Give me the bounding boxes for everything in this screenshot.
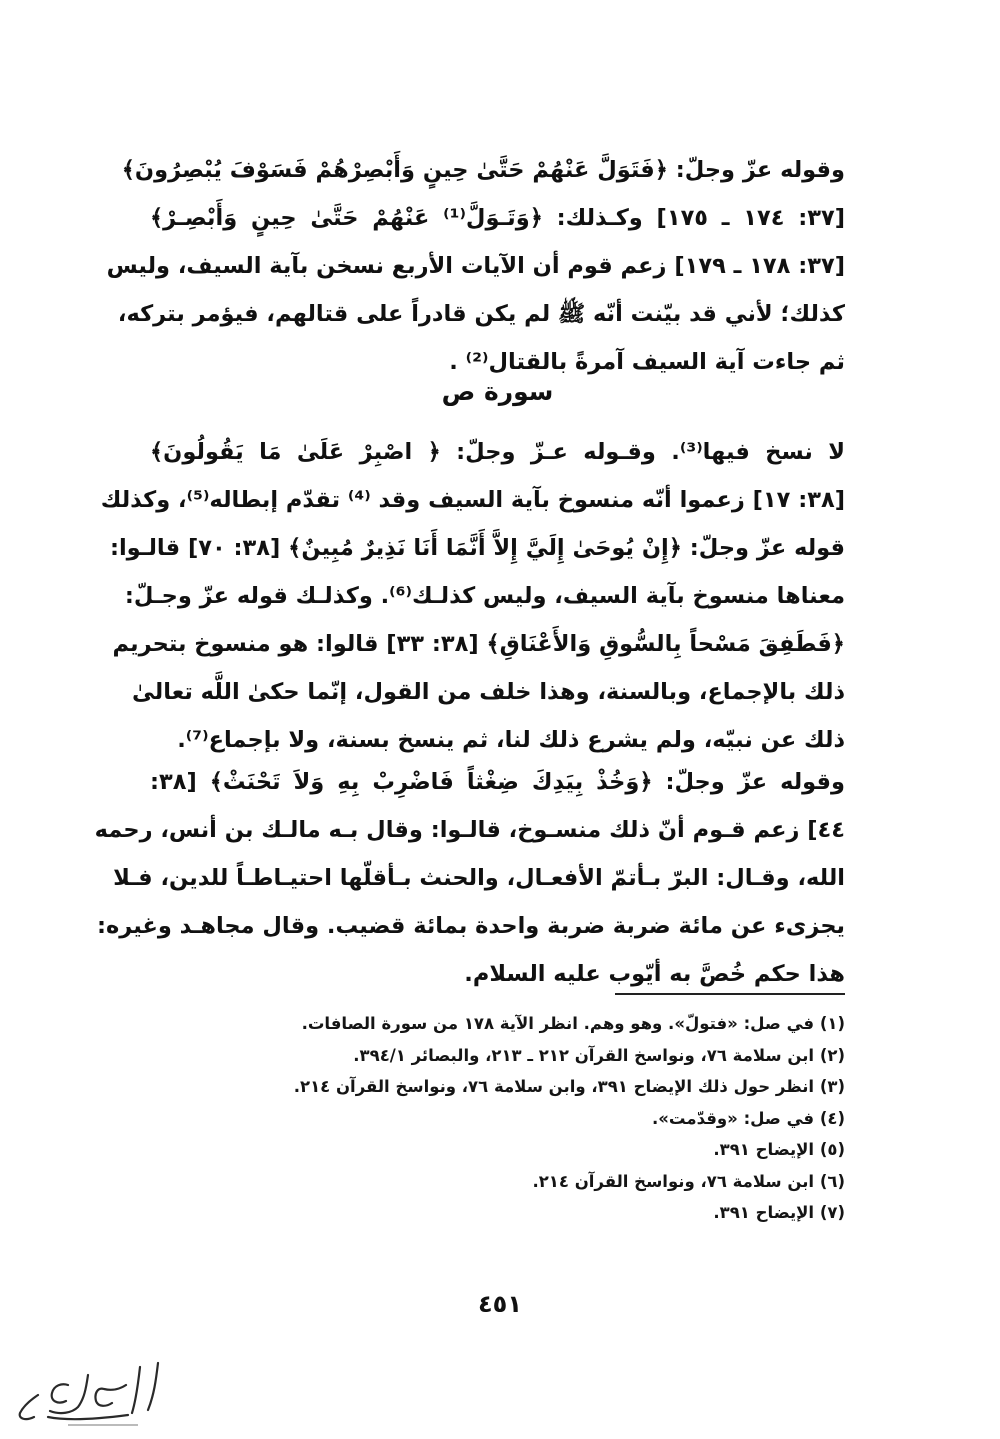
paragraph-tawalla xyxy=(106,146,845,386)
text-line: يجزىء عن مائة ضربة ضربة واحدة بمائة قضيب. وقال مجاهـد وغيره: xyxy=(97,913,845,939)
footnote: (٧) الإيضاح ٣٩١. xyxy=(713,1203,845,1222)
text-line: ذلك بالإجماع، وبالسنة، وهذا خلف من القول، إنّما حكىٰ اللَّه تعالىٰ xyxy=(132,679,845,705)
paragraph-dighth xyxy=(94,758,845,998)
text-line: معناها منسوخ بآية السيف، وليس كذلـك⁽⁶⁾. وكذلـك قوله عزّ وجـلّ: xyxy=(124,583,845,609)
footnote: (٢) ابن سلامة ٧٦، ونواسخ القرآن ٢١٢ ـ ٢١٣، والبصائر ٣٩٤/١. xyxy=(353,1045,845,1065)
text-line: كذلك؛ لأني قد بيّنت أنّه ﷺ لم يكن قادراً على قتالهم، فيؤمر بتركه، xyxy=(117,301,845,327)
text-line: ثم جاءت آية السيف آمرةً بالقتال⁽²⁾ . xyxy=(449,349,845,375)
calligraphy-logo-icon xyxy=(8,1355,168,1430)
text-line: [٣٧: ١٧٤ ـ ١٧٥] وكـذلك: ﴿وَتَـوَلَّ⁽¹⁾ عَنْهُمْ حَتَّىٰ حِينٍ وَأَبْصِـرْ﴾ xyxy=(150,205,845,231)
text-line: [٣٨: ١٧] زعموا أنّه منسوخ بآية السيف وقد ⁽⁴⁾ تقدّم إبطاله⁽⁵⁾، وكذلك xyxy=(100,487,845,513)
text-line: لا نسخ فيها⁽³⁾. وقـوله عـزّ وجلّ: ﴿ اصْبِرْ عَلَىٰ مَا يَقُولُونَ﴾ xyxy=(150,439,845,465)
footnote: (٤) في صل: «وقدّمت». xyxy=(651,1108,845,1128)
footnote: (٣) انظر حول ذلك الإيضاح ٣٩١، وابن سلامة ٧٦، ونواسخ القرآن ٢١٤. xyxy=(293,1077,845,1096)
text-line: ﴿فَطَفِقَ مَسْحاً بِالسُّوقِ وَالأَعْنَاقِ﴾ [٣٨: ٣٣] قالوا: هو منسوخ بتحريم xyxy=(112,631,845,657)
text-line: [٣٧: ١٧٨ ـ ١٧٩] زعم قوم أن الآيات الأربع نسخن بآية السيف، وليس xyxy=(106,253,845,279)
text-line: وقوله عزّ وجلّ: ﴿فَتَوَلَّ عَنْهُمْ حَتَّىٰ حِينٍ وَأَبْصِرْهُمْ فَسَوْفَ يُبْصِرُونَ﴾ xyxy=(121,157,845,183)
footnote: (١) في صل: «فتولّ». وهو وهم. انظر الآية ١٧٨ من سورة الصافات. xyxy=(301,1014,845,1033)
surah-heading: سورة ص xyxy=(441,377,554,406)
text-line: قوله عزّ وجلّ: ﴿إِنْ يُوحَىٰ إِلَيَّ إِلاَّ أَنَّمَا أَنَا نَذِيرٌ مُبِينٌ﴾ [٣٨: ٧٠] قالـوا: xyxy=(109,535,845,561)
footnote-divider xyxy=(615,993,845,995)
page-number: ٤٥١ xyxy=(478,1290,522,1318)
text-line: ٤٤] زعم قـوم أنّ ذلك منسـوخ، قالـوا: وقال بـه مالـك بن أنس، رحمه xyxy=(94,817,845,843)
text-line: ذلك عن نبيّه، ولم يشرع ذلك لنا، ثم ينسخ بسنة، ولا بإجماع⁽⁷⁾. xyxy=(177,727,845,753)
footnote: (٥) الإيضاح ٣٩١. xyxy=(713,1140,845,1159)
text-line: هذا حكم خُصَّ به أيّوب عليه السلام. xyxy=(464,961,845,987)
paragraph-sad xyxy=(100,428,845,764)
footnote: (٦) ابن سلامة ٧٦، ونواسخ القرآن ٢١٤. xyxy=(532,1171,845,1191)
text-line: الله، وقـال: البرّ بـأتمّ الأفعـال، والحنث بـأقلّها احتيـاطـاً للدين، فـلا xyxy=(113,865,845,891)
text-line: وقوله عزّ وجلّ: ﴿وَخُذْ بِيَدِكَ ضِغْثاً فَاضْرِبْ بِهِ وَلاَ تَحْنَثْ﴾ [٣٨: xyxy=(150,769,845,795)
footnotes xyxy=(150,1008,845,1229)
